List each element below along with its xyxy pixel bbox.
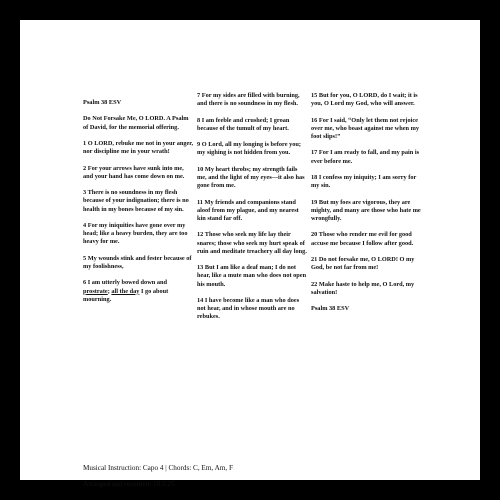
column-1 (83, 99, 195, 312)
arranged-recorded-date: Arranged and recorded: 10.2.25 (83, 480, 175, 488)
verse-14: 14 I have become like a man who does not hear, and in whose mouth are no rebukes. (197, 296, 300, 321)
column-3 (311, 92, 423, 322)
verse-11: 11 My friends and companions stand aloof from my plague, and my nearest kin stand far off. (197, 198, 299, 222)
musical-instruction: Musical Instruction: Capo 4 | Chords: C, Em, Am, F (83, 464, 233, 472)
verse-18: 18 I confess my iniquity; I am sorry for my sin. (311, 173, 417, 190)
verse-3: 3 There is no soundness in my flesh because of your indignation; there is no health in my bones because of my sin. (83, 189, 189, 213)
verse-6 (83, 279, 195, 304)
verse-10: 10 My heart throbs; my strength fails me, and the light of my eyes—it also has gone from me. (197, 165, 305, 190)
column-2 (197, 92, 307, 330)
verse-15: 15 But for you, O LORD, do I wait; it is you, O Lord my God, who will answer. (311, 92, 418, 108)
psalm-closing-title: Psalm 38 ESV (311, 305, 350, 313)
verse-13: 13 But I am like a deaf man; I do not hear, like a mute man who does not open his mouth. (197, 264, 307, 288)
verse-22: 22 Make haste to help me, O Lord, my salvation! (311, 280, 415, 296)
verse-12: 12 Those who seek my life lay their snares; those who seek my hurt speak of ruin and meditate treachery all day long. (197, 231, 307, 255)
verse-1: 1 O LORD, rebuke me not in your anger, nor discipline me in your wrath! (83, 139, 194, 156)
verse-6-part-b: ; (107, 287, 112, 295)
verse-6-underlined-1: prostrate (83, 287, 108, 295)
verse-6-part-a: 6 I am utterly bowed down and (83, 279, 167, 287)
verse-2: 2 For your arrows have sunk into me, and your hand has come down on me. (83, 164, 185, 180)
verse-6-underlined-2: all the day (111, 287, 140, 295)
verse-8: 8 I am feeble and crushed; I groan because of the tumult of my heart. (197, 116, 290, 132)
verse-19: 19 But my foes are vigorous, they are mighty, and many are those who hate me wrongfully. (311, 198, 421, 222)
document-page (20, 20, 480, 488)
verse-5: 5 My wounds stink and fester because of my foolishness, (83, 254, 192, 270)
verse-17: 17 For I am ready to fall, and my pain is ever before me. (311, 149, 420, 165)
verse-9: 9 O Lord, all my longing is before you; my sighing is not hidden from you. (197, 141, 301, 157)
verse-21: 21 Do not forsake me, O LORD! O my God, be not far from me! (311, 255, 415, 272)
psalm-intro: Do Not Forsake Me, O LORD. A Psalm of David, for the memorial offering. (83, 115, 189, 131)
verse-4: 4 For my iniquities have gone over my head; like a heavy burden, they are too heavy for me. (83, 221, 188, 246)
psalm-title: Psalm 38 ESV (83, 99, 122, 106)
verse-16: 16 For I said, “Only let them not rejoice over me, who boast against me when my foot slips!” (311, 116, 419, 140)
verse-20: 20 Those who render me evil for good accuse me because I follow after good. (311, 231, 414, 247)
verse-7: 7 For my sides are filled with burning, and there is no soundness in my flesh. (197, 92, 300, 108)
verse-6-part-c: I go about mourning. (83, 287, 169, 303)
